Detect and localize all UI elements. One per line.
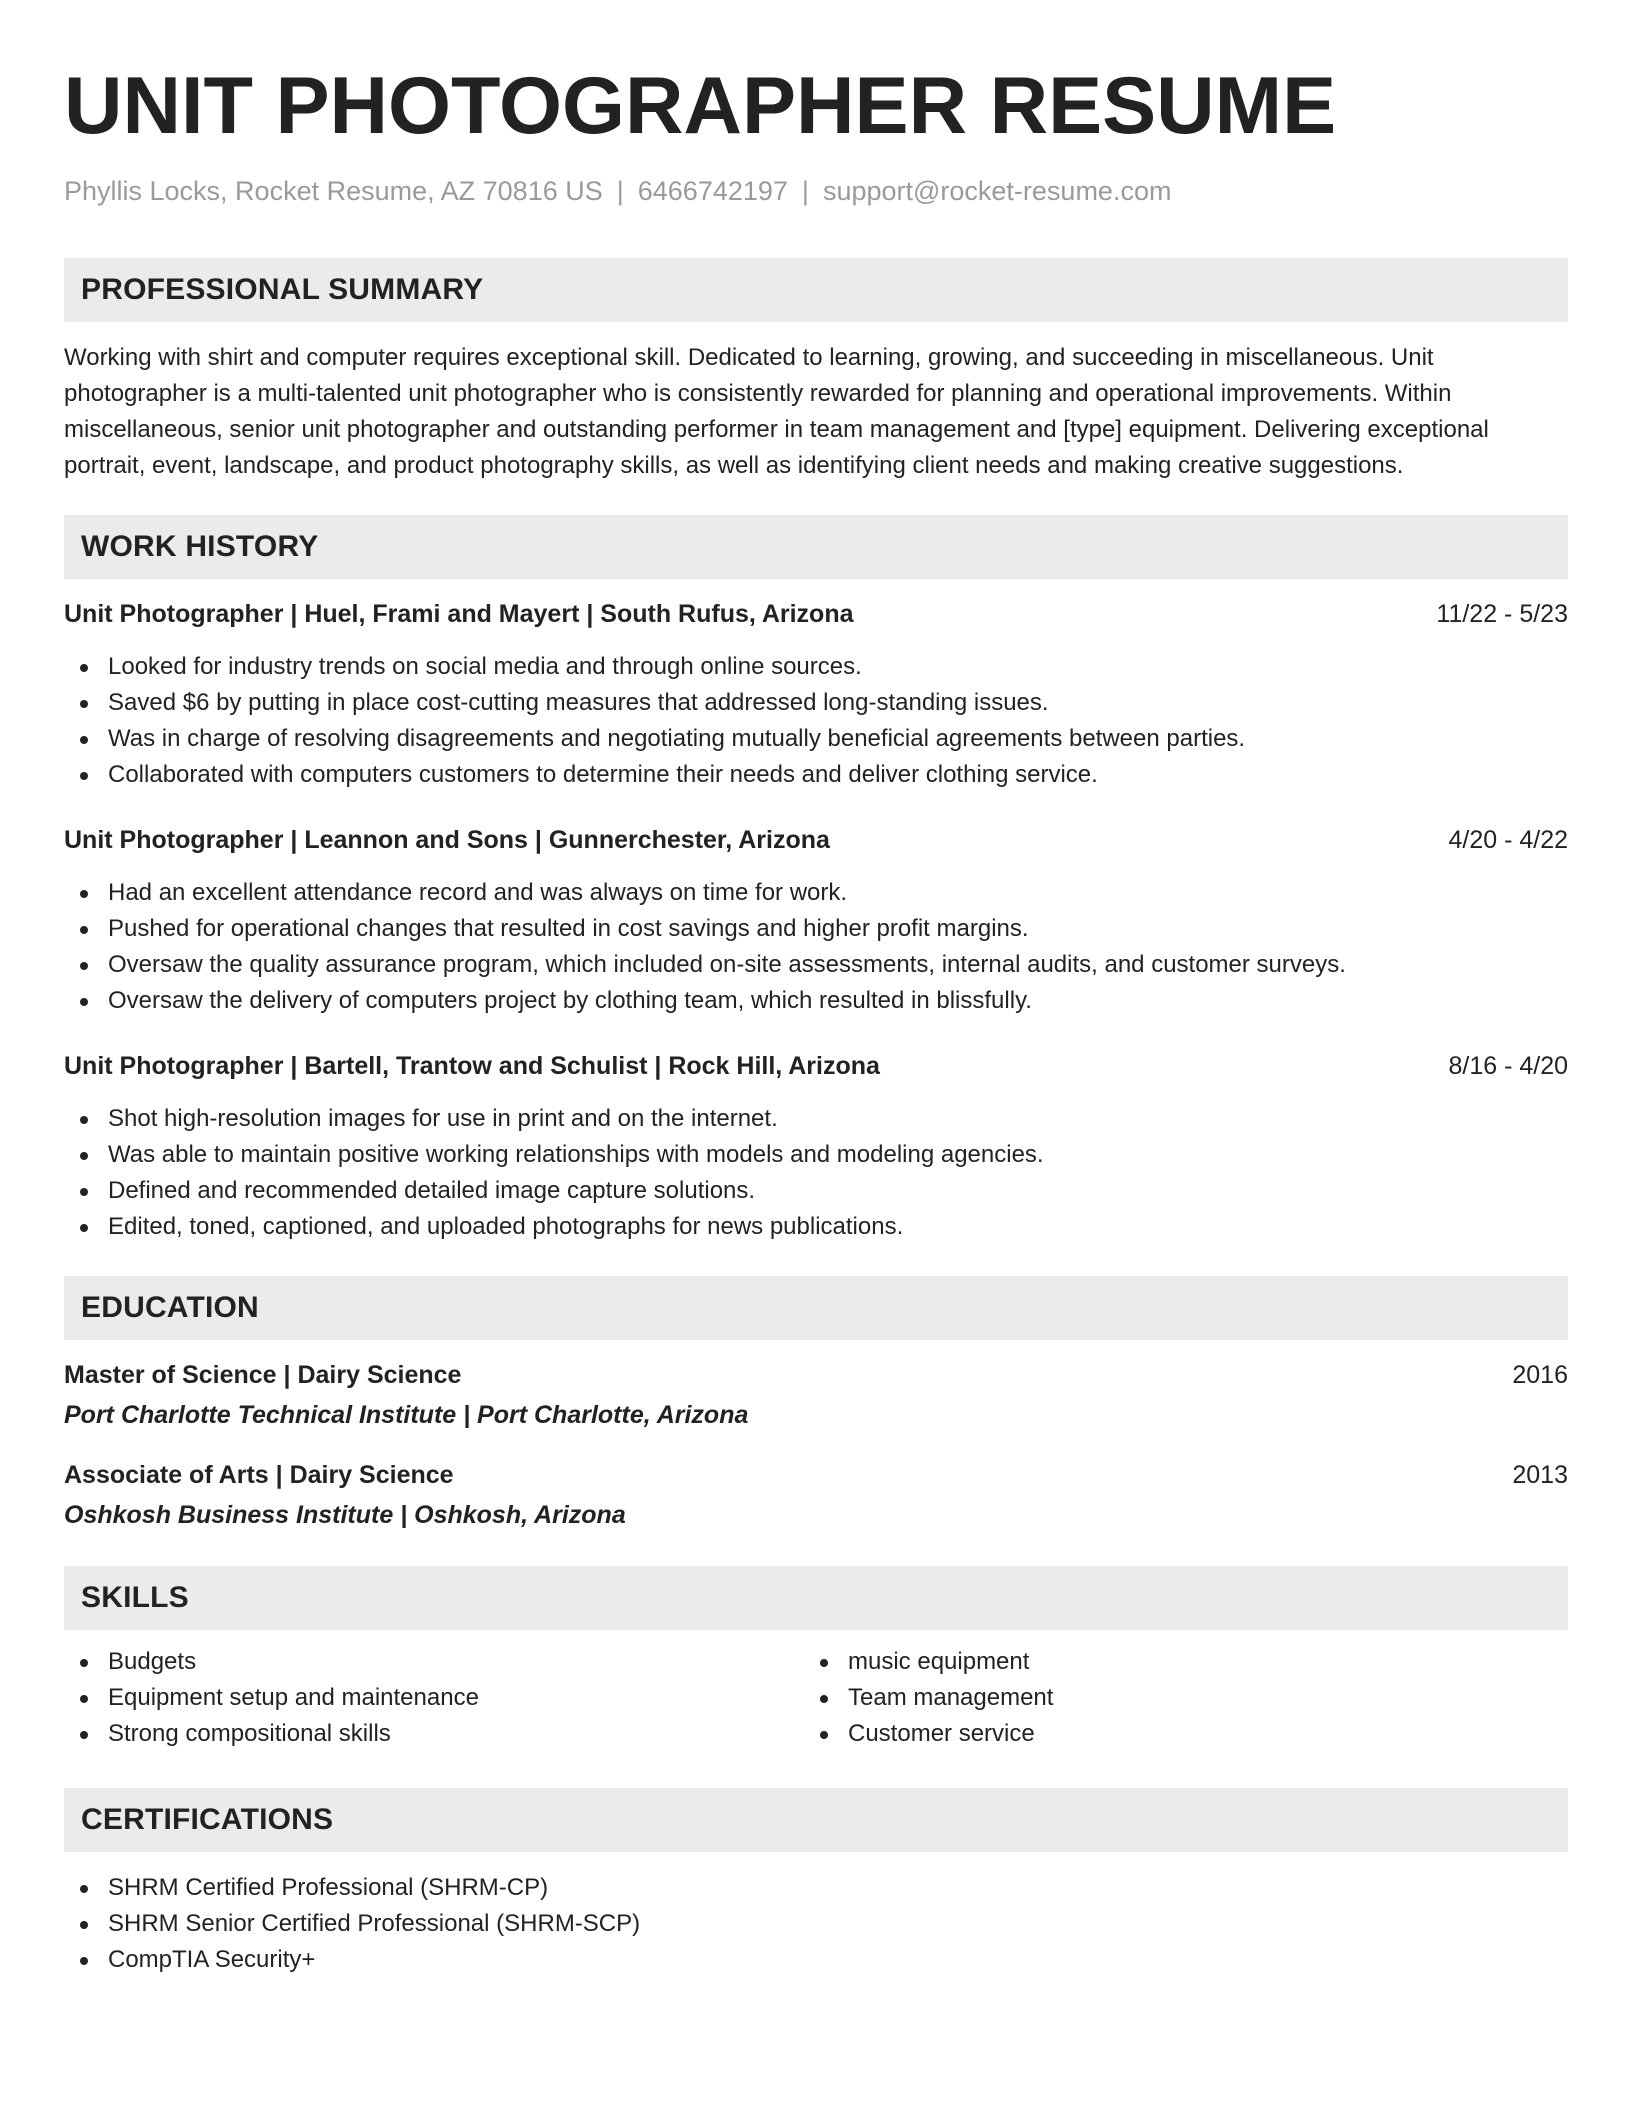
skill-item: music equipment — [804, 1644, 1544, 1680]
job-entry — [64, 597, 1568, 793]
job-bullet: Oversaw the delivery of computers project by clothing team, which resulted in blissfully. — [64, 983, 1568, 1019]
job-bullet: Saved $6 by putting in place cost-cutting measures that addressed long-standing issues. — [64, 685, 1568, 721]
work-history-section-header — [64, 515, 1568, 579]
job-header — [64, 1049, 1568, 1083]
job-bullet: Had an excellent attendance record and was always on time for work. — [64, 875, 1568, 911]
summary-text: Working with shirt and computer requires exceptional skill. Dedicated to learning, growing, and succeeding in miscellaneous. Unit photographer is a multi-talented unit photographer who is consistently rewarded for planning and operational improvements. Within miscellaneous, senior unit photographer and outstanding performer in team management and [type] equipment. Delivering exceptional portrait, event, landscape, and product photography skills, as well as identifying client needs and making creative suggestions. — [64, 344, 1489, 479]
education-year: 2016 — [1512, 1361, 1568, 1389]
job-bullet: Shot high-resolution images for use in print and on the internet. — [64, 1101, 1568, 1137]
contact-location: Phyllis Locks, Rocket Resume, AZ 70816 US — [64, 176, 603, 206]
contact-separator: | — [801, 176, 809, 206]
job-title: Unit Photographer | Bartell, Trantow and Schulist | Rock Hill, Arizona — [64, 1052, 880, 1080]
education-degree: Master of Science | Dairy Science — [64, 1361, 462, 1389]
job-title: Unit Photographer | Huel, Frami and Mayert | South Rufus, Arizona — [64, 600, 854, 628]
education-header — [64, 1458, 1568, 1492]
education-entry — [64, 1458, 1568, 1532]
education-section-header — [64, 1276, 1568, 1340]
education-degree: Associate of Arts | Dairy Science — [64, 1461, 454, 1489]
skills-heading: SKILLS — [81, 1581, 189, 1614]
certification-item: CompTIA Security+ — [64, 1942, 1568, 1978]
skills-list-left — [64, 1644, 804, 1752]
education-header — [64, 1358, 1568, 1392]
job-bullet-list — [64, 649, 1568, 793]
contact-separator: | — [616, 176, 624, 206]
skill-item: Equipment setup and maintenance — [64, 1680, 804, 1716]
job-bullet: Oversaw the quality assurance program, which included on-site assessments, internal audits, and customer surveys. — [64, 947, 1568, 983]
job-header — [64, 597, 1568, 631]
certifications-heading: CERTIFICATIONS — [81, 1803, 334, 1836]
job-entry — [64, 823, 1568, 1019]
job-dates: 11/22 - 5/23 — [1436, 600, 1568, 628]
job-bullet: Collaborated with computers customers to determine their needs and deliver clothing service. — [64, 757, 1568, 793]
skills-columns — [64, 1644, 1568, 1752]
education-school: Oshkosh Business Institute | Oshkosh, Arizona — [64, 1501, 626, 1529]
education-entry — [64, 1358, 1568, 1432]
certification-item: SHRM Senior Certified Professional (SHRM-SCP) — [64, 1906, 1568, 1942]
work-history-heading: WORK HISTORY — [81, 530, 319, 563]
skill-item: Budgets — [64, 1644, 804, 1680]
certifications-section-header — [64, 1788, 1568, 1852]
summary-heading: PROFESSIONAL SUMMARY — [81, 273, 484, 306]
certifications-list — [64, 1870, 1568, 1978]
job-bullet: Was in charge of resolving disagreements and negotiating mutually beneficial agreements between parties. — [64, 721, 1568, 757]
job-bullet-list — [64, 875, 1568, 1019]
job-dates: 4/20 - 4/22 — [1448, 826, 1568, 854]
skill-item: Team management — [804, 1680, 1544, 1716]
summary-section-header — [64, 258, 1568, 322]
skill-item: Customer service — [804, 1716, 1544, 1752]
job-bullet: Edited, toned, captioned, and uploaded photographs for news publications. — [64, 1209, 1568, 1245]
resume-title: UNIT PHOTOGRAPHER RESUME — [64, 61, 1337, 151]
job-bullet: Looked for industry trends on social media and through online sources. — [64, 649, 1568, 685]
contact-phone: 6466742197 — [637, 176, 788, 206]
contact-email: support@rocket-resume.com — [822, 176, 1172, 206]
skills-list-right — [804, 1644, 1544, 1752]
education-heading: EDUCATION — [81, 1291, 259, 1324]
job-bullet: Pushed for operational changes that resulted in cost savings and higher profit margins. — [64, 911, 1568, 947]
job-bullet: Defined and recommended detailed image capture solutions. — [64, 1173, 1568, 1209]
job-bullet: Was able to maintain positive working relationships with models and modeling agencies. — [64, 1137, 1568, 1173]
job-dates: 8/16 - 4/20 — [1448, 1052, 1568, 1080]
job-header — [64, 823, 1568, 857]
job-entry — [64, 1049, 1568, 1245]
education-school: Port Charlotte Technical Institute | Port Charlotte, Arizona — [64, 1401, 749, 1429]
job-title: Unit Photographer | Leannon and Sons | Gunnerchester, Arizona — [64, 826, 830, 854]
certification-item: SHRM Certified Professional (SHRM-CP) — [64, 1870, 1568, 1906]
job-bullet-list — [64, 1101, 1568, 1245]
skills-section-header — [64, 1566, 1568, 1630]
contact-line — [64, 174, 1568, 208]
skill-item: Strong compositional skills — [64, 1716, 804, 1752]
education-year: 2013 — [1512, 1461, 1568, 1489]
